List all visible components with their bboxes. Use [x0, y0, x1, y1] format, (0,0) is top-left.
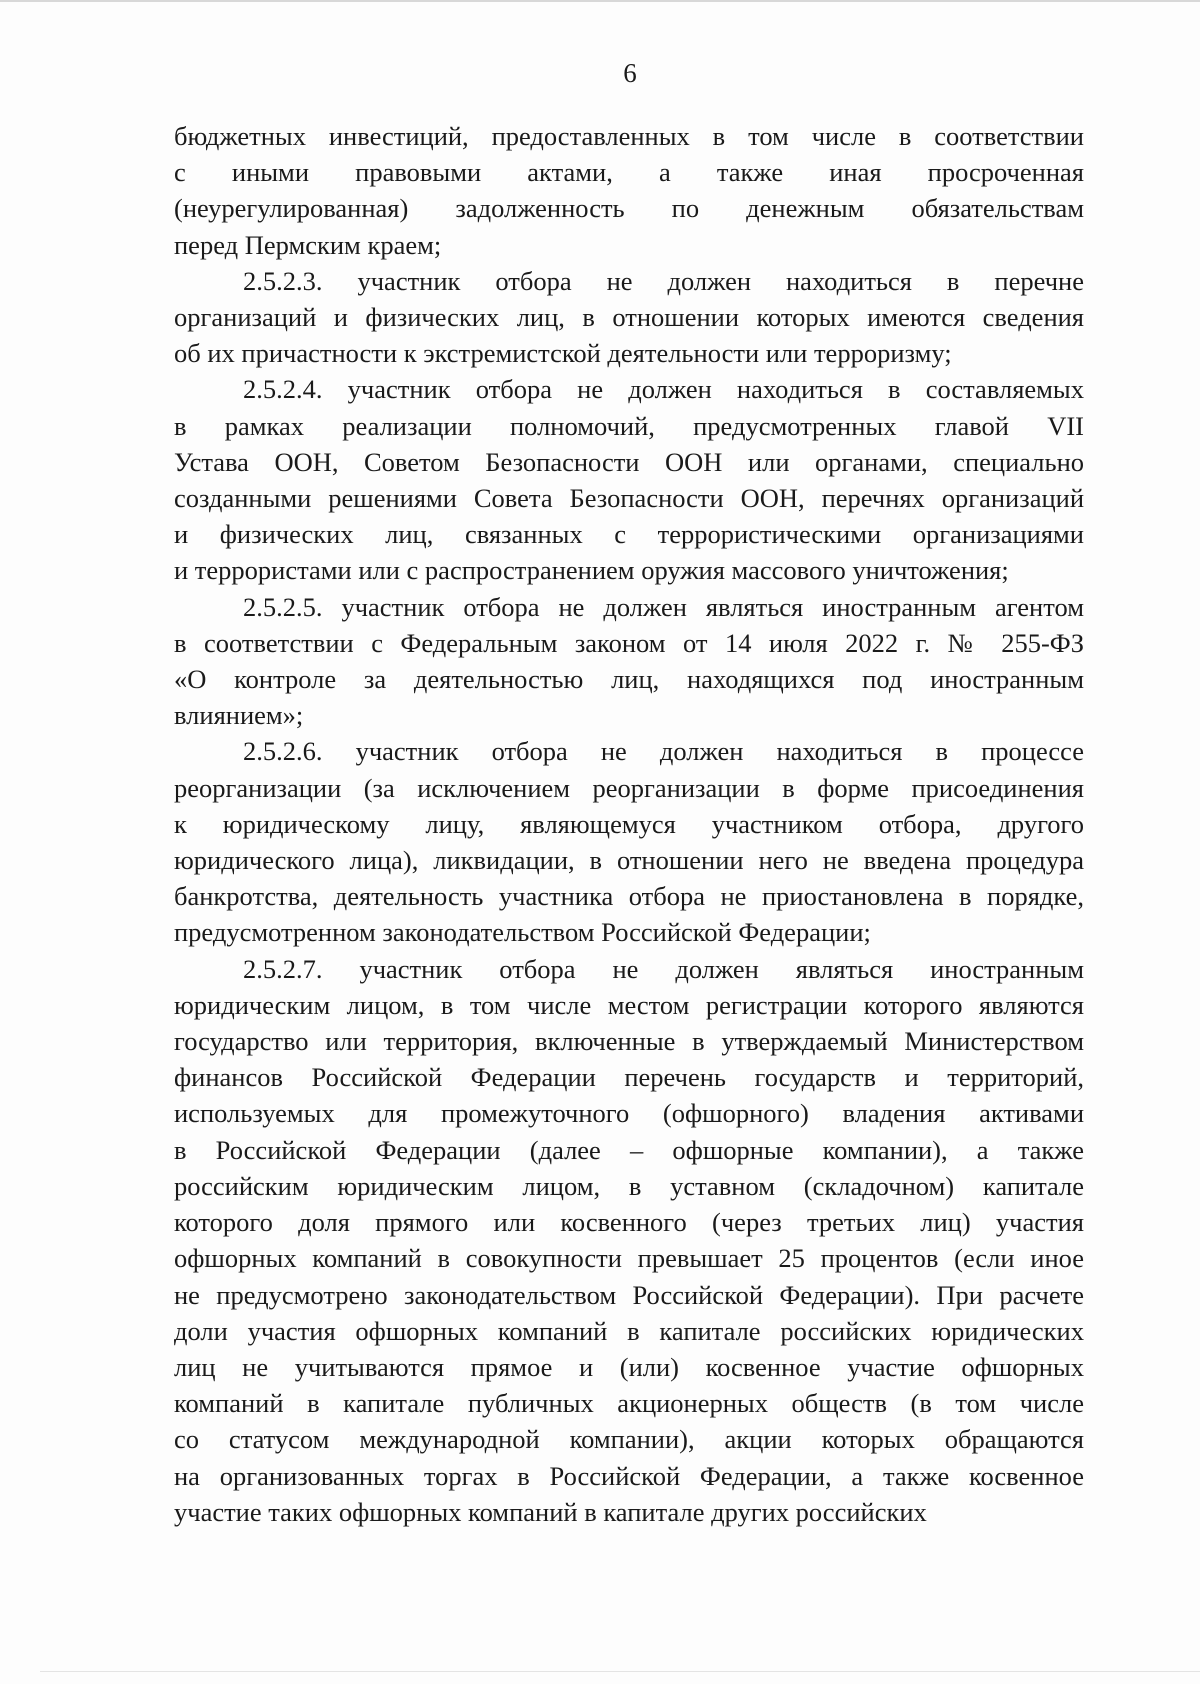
text-line: доли участия офшорных компаний в капитале российских юридических	[174, 1315, 1084, 1346]
paragraph-2-5-2-7	[174, 951, 1084, 1530]
document-body	[174, 118, 1084, 1530]
text-line: юридическим лицом, в том числе местом регистрации которого являются	[174, 989, 1084, 1020]
text-line: 2.5.2.4. участник отбора не должен находиться в составляемых	[243, 374, 1084, 405]
text-line: российским юридическим лицом, в уставном (складочном) капитале	[174, 1170, 1084, 1201]
text-line: организаций и физических лиц, в отношении которых имеются сведения	[174, 302, 1084, 333]
text-line: компаний в капитале публичных акционерных обществ (в том числе	[174, 1388, 1084, 1419]
text-line: со статусом международной компании), акции которых обращаются	[174, 1424, 1084, 1455]
text-line: участие таких офшорных компаний в капитале других российских	[174, 1496, 927, 1527]
text-line: 2.5.2.5. участник отбора не должен являться иностранным агентом	[243, 591, 1084, 622]
text-line: и террористами или с распространением оружия массового уничтожения;	[174, 555, 1009, 586]
scan-edge-bottom	[40, 1671, 1200, 1672]
text-line: не предусмотрено законодательством Российской Федерации). При расчете	[174, 1279, 1084, 1310]
paragraph-2-5-2-5	[174, 589, 1084, 734]
scan-edge-top	[0, 0, 1200, 2]
text-line: в соответствии с Федеральным законом от 14 июля 2022 г. № 255-ФЗ	[174, 627, 1084, 658]
paragraph-2-5-2-3	[174, 263, 1084, 372]
text-line: перед Пермским краем;	[174, 229, 442, 260]
text-line: банкротства, деятельность участника отбора не приостановлена в порядке,	[174, 881, 1084, 912]
text-line: которого доля прямого или косвенного (через третьих лиц) участия	[174, 1207, 1084, 1238]
text-line: в рамках реализации полномочий, предусмотренных главой VII	[174, 410, 1084, 441]
text-line: к юридическому лицу, являющемуся участником отбора, другого	[174, 808, 1084, 839]
text-line: об их причастности к экстремистской деятельности или терроризму;	[174, 338, 952, 369]
text-line: Устава ООН, Советом Безопасности ООН или органами, специально	[174, 446, 1084, 477]
text-line: созданными решениями Совета Безопасности ООН, перечнях организаций	[174, 483, 1084, 514]
paragraph-2-5-2-4	[174, 371, 1084, 588]
text-line: государство или территория, включенные в утверждаемый Министерством	[174, 1026, 1084, 1057]
text-line: «О контроле за деятельностью лиц, находящихся под иностранным	[174, 664, 1084, 695]
text-line: 2.5.2.3. участник отбора не должен находиться в перечне	[243, 265, 1084, 296]
text-line: с иными правовыми актами, а также иная просроченная	[174, 157, 1084, 188]
text-line: и физических лиц, связанных с террористическими организациями	[174, 519, 1084, 550]
paragraph-budget-debt	[174, 118, 1084, 263]
text-line: предусмотренном законодательством Российской Федерации;	[174, 917, 871, 948]
page-number: 6	[623, 58, 637, 88]
text-line: реорганизации (за исключением реорганизации в форме присоединения	[174, 772, 1084, 803]
text-line: влиянием»;	[174, 700, 304, 731]
text-line: лиц не учитываются прямое и (или) косвенное участие офшорных	[174, 1351, 1084, 1382]
text-line: офшорных компаний в совокупности превышает 25 процентов (если иное	[174, 1243, 1084, 1274]
text-line: 2.5.2.7. участник отбора не должен являться иностранным	[243, 953, 1084, 984]
text-line: (неурегулированная) задолженность по денежным обязательствам	[174, 193, 1084, 224]
text-line: бюджетных инвестиций, предоставленных в том числе в соответствии	[174, 121, 1084, 151]
text-line: используемых для промежуточного (офшорного) владения активами	[174, 1098, 1084, 1129]
paragraph-2-5-2-6	[174, 733, 1084, 950]
text-line: 2.5.2.6. участник отбора не должен находиться в процессе	[243, 736, 1084, 767]
text-line: финансов Российской Федерации перечень государств и территорий,	[174, 1062, 1084, 1093]
text-line: юридического лица), ликвидации, в отношении него не введена процедура	[174, 845, 1084, 876]
text-line: в Российской Федерации (далее – офшорные компании), а также	[174, 1134, 1084, 1165]
text-line: на организованных торгах в Российской Федерации, а также косвенное	[174, 1460, 1084, 1491]
